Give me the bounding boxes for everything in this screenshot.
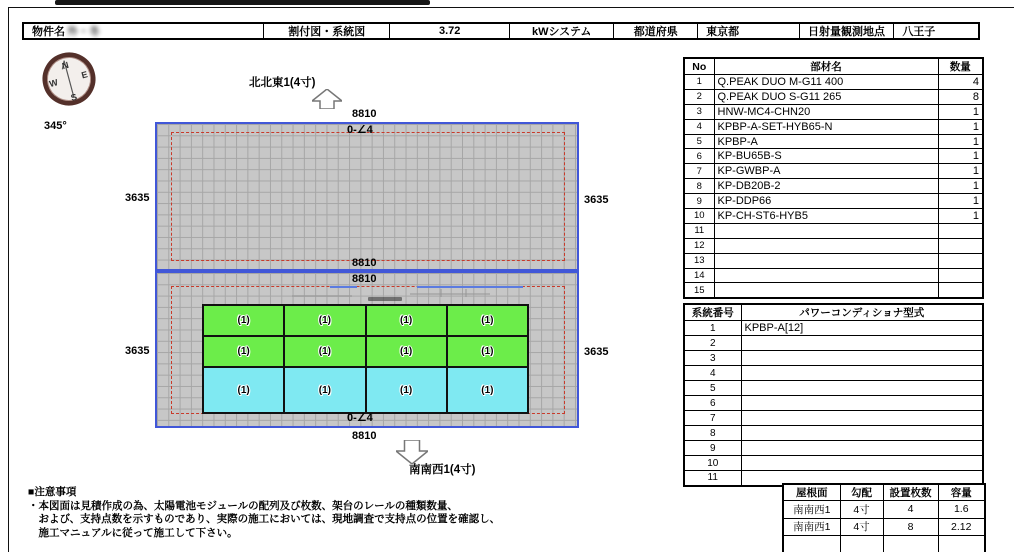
col-header-system-no: 系統番号	[684, 304, 741, 321]
table-cell: 4	[938, 75, 983, 90]
table-cell	[938, 253, 983, 268]
col-header-pcs-model: パワーコンディショナ型式	[741, 304, 983, 321]
table-cell: KPBP-A-SET-HYB65-N	[714, 119, 938, 134]
table-cell: KP-DB20B-2	[714, 179, 938, 194]
prefecture-value: 東京都	[698, 24, 800, 38]
solar-panel: (1)	[285, 306, 364, 335]
dim-left-top: 3635	[125, 192, 150, 204]
table-cell: 12	[684, 238, 714, 253]
table-cell: 1	[938, 104, 983, 119]
dim-mid-upper: 8810	[352, 257, 377, 269]
notes-line: ・本図面は見積作成の為、太陽電池モジュールの配列及び枚数、架台のレールの種類数量、	[28, 499, 458, 512]
table-row	[684, 283, 983, 298]
table-cell	[938, 283, 983, 298]
system-table	[683, 303, 984, 487]
table-row	[684, 134, 983, 149]
table-row	[783, 536, 985, 552]
table-cell: 4寸	[840, 501, 883, 519]
col-header-roof-face: 屋根面	[783, 484, 840, 501]
table-row	[684, 396, 983, 411]
table-cell	[938, 238, 983, 253]
table-cell	[883, 536, 938, 552]
solar-panel: (1)	[367, 337, 446, 366]
table-cell: 13	[684, 253, 714, 268]
parts-table	[683, 57, 984, 299]
col-header-no: No	[684, 58, 714, 75]
notes-block	[28, 486, 500, 540]
table-row	[783, 518, 985, 536]
table-cell: 4	[684, 366, 741, 381]
table-cell	[741, 426, 983, 441]
table-cell	[714, 253, 938, 268]
table-row	[684, 209, 983, 224]
table-cell: 8	[883, 518, 938, 536]
rail-mark	[292, 295, 352, 297]
table-cell: 8	[684, 179, 714, 194]
table-cell	[938, 268, 983, 283]
solar-panel: (1)	[285, 337, 364, 366]
title-bar	[22, 22, 980, 40]
system-kw-unit: kWシステム	[510, 24, 615, 38]
table-cell	[714, 223, 938, 238]
system-kw-value: 3.72	[390, 24, 509, 38]
irradiance-site: 八王子	[902, 26, 936, 38]
dim-mid-lower: 8810	[352, 273, 377, 285]
table-row	[684, 351, 983, 366]
table-cell: Q.PEAK DUO S-G11 265	[714, 89, 938, 104]
solar-panel: (1)	[285, 368, 364, 412]
table-cell: 4	[684, 119, 714, 134]
table-cell: KP-BU65B-S	[714, 149, 938, 164]
solar-panel: (1)	[204, 306, 283, 335]
table-row	[684, 253, 983, 268]
dim-right-top: 3635	[584, 194, 609, 206]
table-cell: 7	[684, 164, 714, 179]
table-cell	[741, 351, 983, 366]
table-cell	[741, 411, 983, 426]
table-cell: 2	[684, 336, 741, 351]
solar-panel: (1)	[448, 337, 527, 366]
table-cell	[741, 441, 983, 456]
page-border-top	[8, 7, 1014, 8]
svg-text:N: N	[60, 59, 70, 72]
compass-icon	[40, 50, 98, 113]
table-cell	[938, 536, 985, 552]
table-row	[684, 194, 983, 209]
solar-panel: (1)	[367, 306, 446, 335]
table-cell: 10	[684, 456, 741, 471]
table-cell: 1	[938, 149, 983, 164]
pitch-label-bottom: 0-∠4	[347, 412, 373, 424]
table-cell: 5	[684, 381, 741, 396]
table-cell: 8	[684, 426, 741, 441]
table-header-row	[783, 484, 985, 501]
table-cell: 6	[684, 396, 741, 411]
table-row	[684, 381, 983, 396]
roof-section-north	[155, 122, 579, 271]
wire-segment	[330, 286, 357, 288]
table-row	[684, 104, 983, 119]
table-cell: 2	[684, 89, 714, 104]
table-row	[684, 336, 983, 351]
rail-mark	[440, 289, 442, 297]
property-name-cell	[24, 24, 264, 38]
table-row	[684, 441, 983, 456]
module-area-outline-north	[171, 132, 565, 261]
table-cell: 7	[684, 411, 741, 426]
col-header-qty: 数量	[938, 58, 983, 75]
table-row	[684, 238, 983, 253]
solar-panel: (1)	[448, 306, 527, 335]
solar-panel: (1)	[204, 368, 283, 412]
table-cell: KP-DDP66	[714, 194, 938, 209]
panel-array	[202, 304, 529, 414]
table-cell: 6	[684, 149, 714, 164]
table-cell: 1	[938, 164, 983, 179]
table-cell: 14	[684, 268, 714, 283]
notes-line: 施工マニュアルに従って施工して下さい。	[28, 526, 238, 539]
table-cell: KPBP-A[12]	[741, 321, 983, 336]
table-cell: 5	[684, 134, 714, 149]
table-header-row	[684, 58, 983, 75]
table-cell: 1.6	[938, 501, 985, 519]
wire-segment	[417, 286, 523, 288]
table-cell	[741, 456, 983, 471]
table-header-row	[684, 304, 983, 321]
table-row	[684, 179, 983, 194]
pitch-label-top: 0-∠4	[347, 124, 373, 136]
solar-panel: (1)	[448, 368, 527, 412]
south-roof-label: 南南西1(4寸)	[409, 464, 476, 476]
table-cell	[714, 238, 938, 253]
table-row	[684, 411, 983, 426]
table-cell: 11	[684, 471, 741, 486]
roof-summary-table	[782, 483, 986, 552]
solar-panel: (1)	[204, 337, 283, 366]
table-cell: 1	[938, 179, 983, 194]
table-cell	[938, 223, 983, 238]
table-cell: KP-GWBP-A	[714, 164, 938, 179]
table-cell: 3	[684, 104, 714, 119]
table-row	[684, 119, 983, 134]
table-cell	[714, 268, 938, 283]
dim-top: 8810	[352, 108, 377, 120]
table-cell: HNW-MC4-CHN20	[714, 104, 938, 119]
azimuth-label: 345°	[44, 120, 67, 132]
mark-smudge	[368, 297, 402, 301]
table-cell: 4	[883, 501, 938, 519]
table-cell: 3	[684, 351, 741, 366]
notes-title: ■注意事項	[28, 486, 77, 498]
rail-mark	[410, 293, 490, 295]
table-row	[684, 75, 983, 90]
prefecture-label: 都道府県	[614, 24, 698, 38]
table-cell: 南南西1	[783, 518, 840, 536]
irradiance-label: 日射量観測地点	[800, 24, 895, 38]
roof-section-south	[155, 271, 579, 428]
table-row	[684, 366, 983, 381]
table-row	[684, 268, 983, 283]
dim-right-bottom: 3635	[584, 346, 609, 358]
solar-panel: (1)	[367, 368, 446, 412]
table-row	[684, 456, 983, 471]
table-cell: 15	[684, 283, 714, 298]
table-cell	[741, 336, 983, 351]
page-border-left	[8, 7, 9, 552]
drawing-type-cell: 割付図・系統図	[264, 24, 390, 38]
table-cell: 11	[684, 223, 714, 238]
table-cell	[840, 536, 883, 552]
table-row	[684, 89, 983, 104]
table-row	[684, 149, 983, 164]
table-cell: 1	[938, 194, 983, 209]
north-arrow-icon	[312, 89, 342, 114]
property-label: 物件名	[32, 26, 65, 38]
col-header-capacity: 容量	[938, 484, 985, 501]
table-row	[783, 501, 985, 519]
dim-left-bottom: 3635	[125, 345, 150, 357]
table-cell	[783, 536, 840, 552]
col-header-pitch: 勾配	[840, 484, 883, 501]
property-value-redacted: 外・冬	[67, 26, 100, 38]
table-cell: KPBP-A	[714, 134, 938, 149]
table-cell: KP-CH-ST6-HYB5	[714, 209, 938, 224]
table-cell	[741, 396, 983, 411]
table-row	[684, 223, 983, 238]
table-cell: 1	[684, 75, 714, 90]
svg-text:S: S	[69, 91, 79, 103]
dim-bottom: 8810	[352, 430, 377, 442]
table-cell	[714, 283, 938, 298]
table-row	[684, 321, 983, 336]
table-cell: 南南西1	[783, 501, 840, 519]
table-row	[684, 164, 983, 179]
table-cell: 9	[684, 441, 741, 456]
table-cell: 1	[684, 321, 741, 336]
table-cell: 1	[938, 209, 983, 224]
table-cell	[741, 366, 983, 381]
cropped-header-smudge	[55, 0, 430, 5]
table-cell: Q.PEAK DUO M-G11 400	[714, 75, 938, 90]
table-cell	[741, 381, 983, 396]
svg-text:W: W	[48, 77, 59, 90]
svg-text:E: E	[80, 69, 89, 81]
north-roof-label: 北北東1(4寸)	[249, 77, 316, 89]
table-cell: 8	[938, 89, 983, 104]
notes-line: および、支持点数を示すものであり、実際の施工においては、現地調査で支持点の位置を確認し、	[28, 513, 501, 525]
table-cell: 2.12	[938, 518, 985, 536]
table-cell: 1	[938, 134, 983, 149]
table-cell: 1	[938, 119, 983, 134]
table-row	[684, 426, 983, 441]
table-cell: 4寸	[840, 518, 883, 536]
col-header-panel-count: 設置枚数	[883, 484, 938, 501]
table-cell: 10	[684, 209, 714, 224]
col-header-part-name: 部材名	[714, 58, 938, 75]
rail-mark	[465, 289, 467, 297]
table-cell: 9	[684, 194, 714, 209]
